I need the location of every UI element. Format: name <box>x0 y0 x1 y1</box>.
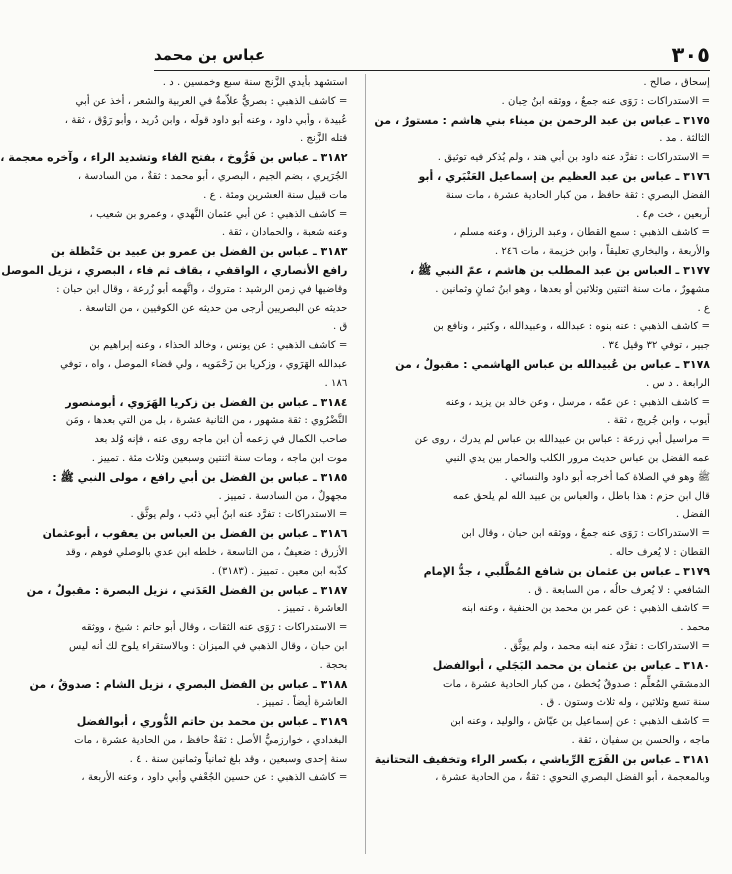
text-line: = الاستدراكات : تفرَّد عنه ابنُ أبي ذئب ، ولم يوثَّق . <box>130 509 348 521</box>
left-column <box>0 74 347 854</box>
text-line: = كاشف الذهبي : عن أبي عثمان النَّهدي ، وعمرو بن شعيب ، <box>89 208 348 220</box>
entry-heading-line: ٣١٨٧ ـ عباس بن الفضل العَدَني ، نزيل البصرة : مقبولٌ ، من <box>26 583 348 597</box>
page-number: ٣٠٥ <box>671 43 710 67</box>
text-line: = كاشف الذهبي : عن حسين الجُعْفي وأبي داود ، وعنه الأربعة ، <box>81 772 348 784</box>
entry-heading-line: ٣١٨٤ ـ عباس بن الفضل بن زكريا الهَرَوي ، أبومنصور <box>65 395 348 409</box>
page-header <box>154 40 710 71</box>
text-line: = الاستدراكات : تفرَّد عنه ابنه محمد ، ولم يوثَّق . <box>503 640 710 652</box>
entry-heading-line: ٣١٨٨ ـ عباس بن الفضل البصري ، نزيل الشام : صدوقٌ ، من <box>29 677 348 691</box>
entry-heading-line: ٣١٨١ ـ عباس بن الفَرَج الرِّياشي ، بكسر الراء وتخفيف التحتانية <box>374 752 710 766</box>
text-line: العاشرة أيضاً . تمييز . <box>256 697 348 709</box>
entry-heading-line: ٣١٧٥ ـ عباس بن عبد الرحمن بن ميناء بني هاشم : مستورٌ ، من <box>374 113 710 127</box>
text-line: = كاشف الذهبي : عنه بنوه : عبدالله ، وعبيدالله ، وكثير ، ونافع بن <box>433 321 710 333</box>
right-column <box>365 74 710 854</box>
text-line: = الاستدراكات : تفرَّد عنه داود بن أبي هند ، ولم يُذكر فيه توثيق . <box>437 152 710 164</box>
entry-heading-line: ٣١٧٩ ـ عباس بن عثمان بن شافع المُطَّلبي ، جدُّ الإمام <box>423 564 710 578</box>
entry-heading-line: ٣١٨٦ ـ عباس بن الفضل بن العباس بن يعقوب ، أبوعثمان <box>42 527 348 541</box>
running-title: عباس بن محمد <box>154 46 266 64</box>
text-line: عُبيدة ، وأبي داود ، وعنه أبو داود قولَه ، وابن دُريد ، وأبو رَوْق ، ثقة ، <box>64 114 348 126</box>
text-line: = كاشف الذهبي : عن عمّه ، مرسل ، وعن خالد بن يزيد ، وعنه <box>445 396 710 408</box>
text-line: الشافعي : لا يُعرف حالُه ، من السابعة . ق . <box>527 584 710 596</box>
text-line: = كاشف الذهبي : عن عمر بن محمد بن الحنفية ، وعنه ابنه <box>461 603 710 615</box>
entry-heading-line: ٣١٨٥ ـ عباس بن الفضل بن أبي رافع ، مولى النبي ﷺ : <box>52 470 348 484</box>
text-line: الرابعة . د س . <box>645 377 710 389</box>
entry-heading-line: ٣١٨٩ ـ عباس بن محمد بن حاتم الدُّوري ، أبوالفضل <box>76 715 348 729</box>
entry-heading-line: رافع الأنصاري ، الواقفي ، بقاف ثم فاء ، البصري ، نزيل الموصل <box>1 263 348 277</box>
text-line: مجهولٌ ، من السادسة . تمييز . <box>218 490 348 502</box>
text-line: الأزرق : ضعيفٌ ، من التاسعة ، خلطه ابن عدي بالوصلي فوهم ، وقد <box>65 546 348 558</box>
text-line: حديثه عن البصريين أرجى من حديثه عن الكوفيين ، من التاسعة . <box>78 302 348 314</box>
text-line: ماجه ، والحسن بن سفيان ، ثقة . <box>571 734 710 746</box>
text-line: النَّضْرُوي : ثقة مشهور ، من الثانية عشرة ، بل من التي بعدها ، ومَن <box>65 415 348 427</box>
text-columns <box>0 74 710 854</box>
text-line: عبدالله الهَرَوي ، وزكريا بن زَحْمَويه ، ولي قضاء الموصل ، واه ، توفي <box>60 358 348 370</box>
text-line: الجُرَيري ، بضم الجيم ، البصري ، أبو محمد : ثقةٌ ، من السادسة ، <box>77 170 348 182</box>
text-line: = مراسيل أبي زرعة : عباس بن عبيدالله بن عباس لم يدرك ، روى عن <box>414 434 710 446</box>
text-line: ١٨٦ . <box>324 377 348 389</box>
entry-heading-line: ٣١٨٣ ـ عباس بن الفضل بن عمرو بن عبيد بن حَنْظلة بن <box>51 245 348 259</box>
entry-heading-line: ٣١٨٢ ـ عباس بن فَرُّوخ ، بفتح الفاء وتشديد الراء ، وآخره معجمة ، <box>0 151 348 165</box>
text-line: = كاشف الذهبي : عن يونس ، وخالد الحذاء ، وعنه إبراهيم بن <box>89 340 348 352</box>
entry-heading-line: ٣١٧٦ ـ عباس بن عبد العظيم بن إسماعيل العَنْبَري ، أبو <box>418 169 710 183</box>
entry-heading-line: ٣١٨٠ ـ عباس بن عثمان بن محمد البَجَلي ، أبوالفضل <box>432 658 710 672</box>
text-line: العاشرة . تمييز . <box>277 603 348 615</box>
text-line: القطان : لا يُعرف حاله . <box>609 546 710 558</box>
text-line: = كاشف الذهبي : عن إسماعيل بن عيّاش ، والوليد ، وعنه ابن <box>450 716 710 728</box>
text-line: = كاشف الذهبي : سمع القطان ، وعبد الرزاق ، وعنه مسلم ، <box>453 227 710 239</box>
text-line: كذّبه ابن معين . تمييز . (٣١٨٣) . <box>211 565 348 577</box>
text-line: الفضل . <box>675 509 710 521</box>
text-line: سنة تسع وثلاثين ، وله ثلاث وستون . ق . <box>540 697 710 709</box>
text-line: إسحاق ، صالح . <box>643 77 710 88</box>
text-line: الثالثة . مد . <box>659 133 710 145</box>
text-line: أيوب ، وابن جُريج ، ثقة . <box>607 415 710 427</box>
text-line: موت ابن ماجه ، ومات سنة اثنتين وسبعين وثلاث مئة . تمييز . <box>91 452 348 464</box>
text-line: محمد . <box>680 622 710 634</box>
text-line: = كاشف الذهبي : بصريٌّ علاّمةٌ في العربية والشعر ، أخذ عن أبي <box>75 95 348 107</box>
text-line: سنة إحدى وسبعين ، وقد بلغ ثمانياً وثمانين سنة . ٤ . <box>129 753 348 765</box>
text-line: وعنه شعبة ، والحمادان ، ثقة . <box>221 227 348 239</box>
text-line: ق . <box>333 321 348 333</box>
text-line: الفضل البصري : ثقة حافظ ، من كبار الحادية عشرة ، مات سنة <box>445 189 710 201</box>
entry-heading-line: ٣١٧٨ ـ عباس بن عُبيدالله بن عباس الهاشمي : مقبولٌ ، من <box>395 357 710 371</box>
text-line: بحجة . <box>319 659 348 671</box>
text-line: وبالمعجمة ، أبو الفضل البصري النحوي : ثقةٌ ، من الحادية عشرة ، <box>435 772 710 784</box>
text-line: صاحب الكمال في زعمه أن ابن ماجه روى عنه ، فإنه وُلد بعد <box>94 434 348 446</box>
text-line: أربعين ، خت م٤ . <box>636 208 710 220</box>
text-line: وقاضيها في زمن الرشيد : متروك ، واتَّهمه أبو زُرعة ، وقال ابن حبان : <box>56 283 348 295</box>
text-line: والأربعة ، والبخاري تعليقاً ، وابن خزيمة ، مات ٢٤٦ . <box>494 246 710 258</box>
text-line: ابن حبان ، وقال الذهبي في الميزان : وبالاستقراء يلوح لك أنه ليس <box>69 640 348 652</box>
text-line: استشهد بأيدي الزَّنج سنة سبع وخمسين . د . <box>162 77 348 88</box>
text-line: جبير ، توفي ٣٢ وقيل ٣٤ . <box>602 340 710 352</box>
text-line: الدمشقي المُعلِّم : صدوقٌ يُخطئ ، من كبار الحادية عشرة ، مات <box>443 678 710 690</box>
text-line: = الاستدراكات : رَوَى عنه جمعٌ ، ووثقه ابنُ حِبان . <box>501 95 710 107</box>
entry-heading-line: ٣١٧٧ ـ العباس بن عبد المطلب بن هاشم ، عمّ النبي ﷺ ، <box>409 263 710 277</box>
text-line: ﷺ وهو في الصلاة كما أخرجه أبو داود والنسائي . <box>504 471 710 483</box>
text-line: مشهورٌ ، مات سنة اثنتين وثلاثين أو بعدها ، وهو ابنُ ثمانٍ وثمانين . <box>435 283 710 295</box>
text-line: = الاستدراكات : رَوَى عنه الثقات ، وقال أبو حاتم : شيخ ، ووثقه <box>81 622 348 634</box>
text-line: عمه الفضل بن عباس حديث مرور الكلب والحمار بين يدي النبي <box>445 452 710 464</box>
text-line: ع . <box>697 302 710 314</box>
text-line: قال ابن حزم : هذا باطل ، والعباس بن عبيد الله لم يلحق عمه <box>452 490 710 502</box>
text-line: = الاستدراكات : رَوَى عنه جمعٌ ، ووثقه ابن حبان ، وقال ابن <box>461 528 710 540</box>
text-line: مات قبيل سنة العشرين ومئة . ع . <box>203 189 348 201</box>
text-line: قتله الزَّنج . <box>299 133 348 145</box>
text-line: البغدادي ، خوارزميُّ الأصل : ثقةٌ حافظ ، من الحادية عشرة ، مات <box>74 734 348 746</box>
